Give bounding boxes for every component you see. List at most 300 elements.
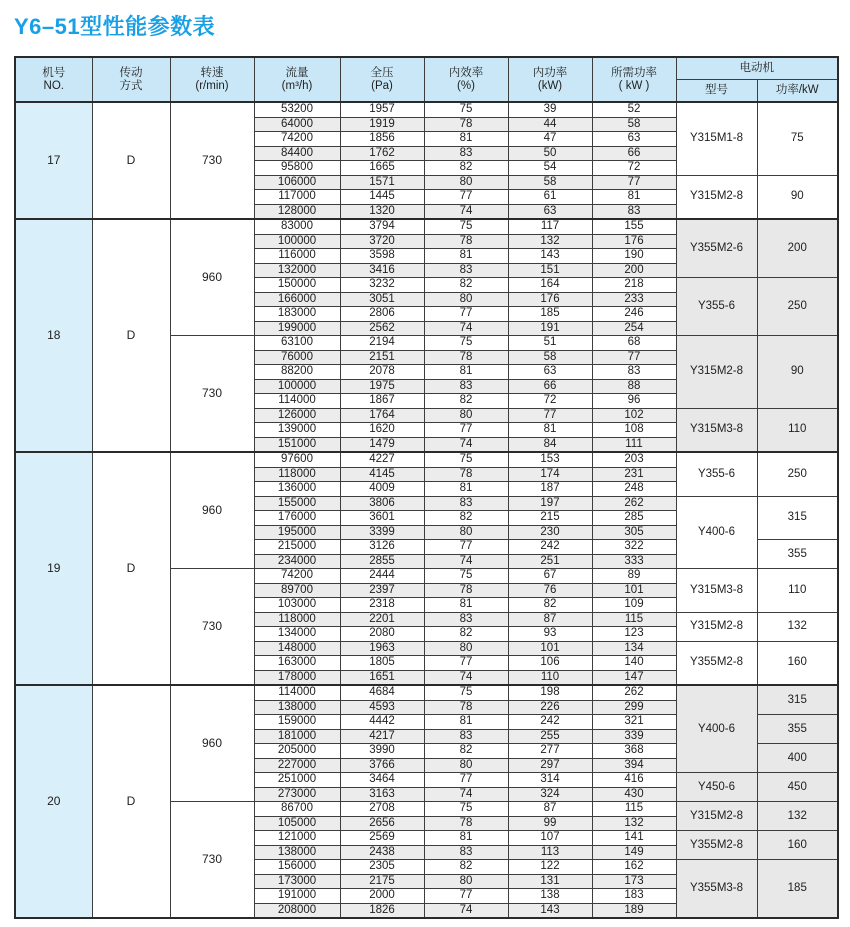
inner-power-cell: 58 <box>508 175 592 190</box>
required-power-cell: 305 <box>592 525 676 540</box>
efficiency-cell: 81 <box>424 132 508 147</box>
flow-cell: 151000 <box>254 437 340 452</box>
inner-power-cell: 242 <box>508 715 592 730</box>
efficiency-cell: 77 <box>424 307 508 322</box>
flow-cell: 156000 <box>254 860 340 875</box>
speed-cell: 730 <box>170 102 254 219</box>
inner-power-cell: 164 <box>508 278 592 293</box>
efficiency-cell: 82 <box>424 627 508 642</box>
motor-model-cell: Y400-6 <box>676 685 757 773</box>
required-power-cell: 203 <box>592 452 676 467</box>
inner-power-cell: 63 <box>508 365 592 380</box>
pressure-cell: 1957 <box>340 102 424 117</box>
required-power-cell: 111 <box>592 437 676 452</box>
inner-power-cell: 122 <box>508 860 592 875</box>
pressure-cell: 2397 <box>340 583 424 598</box>
required-power-cell: 96 <box>592 394 676 409</box>
motor-power-cell: 110 <box>757 408 838 452</box>
inner-power-cell: 198 <box>508 685 592 700</box>
speed-cell: 960 <box>170 452 254 569</box>
flow-cell: 234000 <box>254 554 340 569</box>
flow-cell: 181000 <box>254 729 340 744</box>
drive-mode-cell: D <box>92 219 170 452</box>
pressure-cell: 1651 <box>340 670 424 685</box>
required-power-cell: 147 <box>592 670 676 685</box>
header-motor-model: 型号 <box>676 80 757 103</box>
efficiency-cell: 74 <box>424 903 508 918</box>
motor-power-cell: 450 <box>757 773 838 802</box>
inner-power-cell: 138 <box>508 889 592 904</box>
inner-power-cell: 110 <box>508 670 592 685</box>
motor-model-cell: Y315M2-8 <box>676 175 757 219</box>
inner-power-cell: 297 <box>508 758 592 773</box>
efficiency-cell: 81 <box>424 598 508 613</box>
motor-model-cell: Y355M3-8 <box>676 860 757 919</box>
pressure-cell: 2175 <box>340 874 424 889</box>
inner-power-cell: 93 <box>508 627 592 642</box>
flow-cell: 103000 <box>254 598 340 613</box>
flow-cell: 100000 <box>254 234 340 249</box>
inner-power-cell: 87 <box>508 612 592 627</box>
inner-power-cell: 131 <box>508 874 592 889</box>
motor-model-cell: Y315M2-8 <box>676 612 757 641</box>
inner-power-cell: 51 <box>508 336 592 351</box>
inner-power-cell: 113 <box>508 845 592 860</box>
flow-cell: 64000 <box>254 117 340 132</box>
required-power-cell: 83 <box>592 365 676 380</box>
required-power-cell: 368 <box>592 744 676 759</box>
required-power-cell: 66 <box>592 146 676 161</box>
pressure-cell: 1665 <box>340 161 424 176</box>
efficiency-cell: 81 <box>424 249 508 264</box>
pressure-cell: 2078 <box>340 365 424 380</box>
efficiency-cell: 81 <box>424 715 508 730</box>
flow-cell: 138000 <box>254 700 340 715</box>
required-power-cell: 200 <box>592 263 676 278</box>
efficiency-cell: 78 <box>424 117 508 132</box>
efficiency-cell: 83 <box>424 263 508 278</box>
header-inner-power-line2: (kW) <box>537 79 563 92</box>
motor-model-cell: Y315M2-8 <box>676 336 757 409</box>
pressure-cell: 1805 <box>340 656 424 671</box>
inner-power-cell: 54 <box>508 161 592 176</box>
efficiency-cell: 83 <box>424 496 508 511</box>
required-power-cell: 339 <box>592 729 676 744</box>
efficiency-cell: 74 <box>424 787 508 802</box>
pressure-cell: 2708 <box>340 802 424 817</box>
flow-cell: 117000 <box>254 190 340 205</box>
pressure-cell: 3416 <box>340 263 424 278</box>
motor-model-cell: Y355M2-6 <box>676 219 757 278</box>
pressure-cell: 2000 <box>340 889 424 904</box>
header-drive <box>92 57 170 102</box>
required-power-cell: 140 <box>592 656 676 671</box>
inner-power-cell: 185 <box>508 307 592 322</box>
flow-cell: 159000 <box>254 715 340 730</box>
required-power-cell: 52 <box>592 102 676 117</box>
flow-cell: 53200 <box>254 102 340 117</box>
motor-model-cell: Y400-6 <box>676 496 757 569</box>
inner-power-cell: 324 <box>508 787 592 802</box>
flow-cell: 134000 <box>254 627 340 642</box>
efficiency-cell: 78 <box>424 350 508 365</box>
inner-power-cell: 230 <box>508 525 592 540</box>
pressure-cell: 3126 <box>340 540 424 555</box>
flow-cell: 97600 <box>254 452 340 467</box>
required-power-cell: 189 <box>592 903 676 918</box>
efficiency-cell: 78 <box>424 700 508 715</box>
pressure-cell: 3766 <box>340 758 424 773</box>
flow-cell: 199000 <box>254 321 340 336</box>
flow-cell: 195000 <box>254 525 340 540</box>
flow-cell: 88200 <box>254 365 340 380</box>
motor-power-cell: 110 <box>757 569 838 613</box>
header-speed-line2: (r/min) <box>195 79 229 92</box>
pressure-cell: 1764 <box>340 408 424 423</box>
pressure-cell: 1867 <box>340 394 424 409</box>
speed-cell: 960 <box>170 685 254 802</box>
inner-power-cell: 151 <box>508 263 592 278</box>
inner-power-cell: 84 <box>508 437 592 452</box>
required-power-cell: 109 <box>592 598 676 613</box>
required-power-cell: 262 <box>592 496 676 511</box>
efficiency-cell: 80 <box>424 175 508 190</box>
required-power-cell: 132 <box>592 816 676 831</box>
efficiency-cell: 80 <box>424 758 508 773</box>
flow-cell: 128000 <box>254 204 340 219</box>
flow-cell: 121000 <box>254 831 340 846</box>
flow-cell: 178000 <box>254 670 340 685</box>
required-power-cell: 299 <box>592 700 676 715</box>
header-required-power <box>592 57 676 102</box>
flow-cell: 106000 <box>254 175 340 190</box>
motor-model-cell: Y315M1-8 <box>676 102 757 175</box>
efficiency-cell: 74 <box>424 437 508 452</box>
required-power-cell: 416 <box>592 773 676 788</box>
flow-cell: 173000 <box>254 874 340 889</box>
header-row-main <box>15 57 838 80</box>
efficiency-cell: 81 <box>424 482 508 497</box>
pressure-cell: 1826 <box>340 903 424 918</box>
required-power-cell: 83 <box>592 204 676 219</box>
header-speed-line1: 转速 <box>200 66 224 79</box>
efficiency-cell: 77 <box>424 656 508 671</box>
required-power-cell: 246 <box>592 307 676 322</box>
flow-cell: 138000 <box>254 845 340 860</box>
required-power-cell: 123 <box>592 627 676 642</box>
efficiency-cell: 77 <box>424 423 508 438</box>
pressure-cell: 3051 <box>340 292 424 307</box>
header-drive-line1: 传动 <box>119 66 143 79</box>
motor-power-cell: 400 <box>757 744 838 773</box>
required-power-cell: 254 <box>592 321 676 336</box>
efficiency-cell: 82 <box>424 278 508 293</box>
inner-power-cell: 72 <box>508 394 592 409</box>
motor-power-cell: 160 <box>757 831 838 860</box>
pressure-cell: 3601 <box>340 511 424 526</box>
efficiency-cell: 75 <box>424 219 508 234</box>
header-pressure <box>340 57 424 102</box>
efficiency-cell: 82 <box>424 161 508 176</box>
efficiency-cell: 80 <box>424 292 508 307</box>
inner-power-cell: 187 <box>508 482 592 497</box>
machine-no-cell: 19 <box>15 452 92 685</box>
pressure-cell: 1620 <box>340 423 424 438</box>
required-power-cell: 248 <box>592 482 676 497</box>
required-power-cell: 77 <box>592 175 676 190</box>
header-no-line1: 机号 <box>42 66 66 79</box>
header-speed <box>170 57 254 102</box>
efficiency-cell: 81 <box>424 365 508 380</box>
header-pressure-line1: 全压 <box>370 66 394 79</box>
inner-power-cell: 215 <box>508 511 592 526</box>
efficiency-cell: 82 <box>424 394 508 409</box>
required-power-cell: 81 <box>592 190 676 205</box>
motor-model-cell: Y315M3-8 <box>676 569 757 613</box>
efficiency-cell: 82 <box>424 860 508 875</box>
machine-no-cell: 18 <box>15 219 92 452</box>
pressure-cell: 4593 <box>340 700 424 715</box>
required-power-cell: 77 <box>592 350 676 365</box>
header-drive-line2: 方式 <box>119 79 143 92</box>
pressure-cell: 3232 <box>340 278 424 293</box>
required-power-cell: 285 <box>592 511 676 526</box>
pressure-cell: 1445 <box>340 190 424 205</box>
required-power-cell: 108 <box>592 423 676 438</box>
pressure-cell: 2806 <box>340 307 424 322</box>
flow-cell: 63100 <box>254 336 340 351</box>
required-power-cell: 115 <box>592 612 676 627</box>
inner-power-cell: 143 <box>508 249 592 264</box>
pressure-cell: 1975 <box>340 379 424 394</box>
efficiency-cell: 78 <box>424 583 508 598</box>
required-power-cell: 141 <box>592 831 676 846</box>
speed-cell: 730 <box>170 802 254 919</box>
motor-power-cell: 132 <box>757 802 838 831</box>
pressure-cell: 3464 <box>340 773 424 788</box>
speed-cell: 730 <box>170 336 254 453</box>
required-power-cell: 233 <box>592 292 676 307</box>
inner-power-cell: 101 <box>508 641 592 656</box>
motor-power-cell: 75 <box>757 102 838 175</box>
header-motor-power: 功率/kW <box>757 80 838 103</box>
pressure-cell: 1963 <box>340 641 424 656</box>
pressure-cell: 4217 <box>340 729 424 744</box>
inner-power-cell: 76 <box>508 583 592 598</box>
efficiency-cell: 82 <box>424 511 508 526</box>
pressure-cell: 1571 <box>340 175 424 190</box>
efficiency-cell: 77 <box>424 190 508 205</box>
inner-power-cell: 176 <box>508 292 592 307</box>
pressure-cell: 4009 <box>340 482 424 497</box>
required-power-cell: 115 <box>592 802 676 817</box>
pressure-cell: 1919 <box>340 117 424 132</box>
pressure-cell: 3399 <box>340 525 424 540</box>
header-required-power-line2: ( kW ) <box>618 79 650 92</box>
flow-cell: 100000 <box>254 379 340 394</box>
table-row <box>15 102 838 117</box>
pressure-cell: 3794 <box>340 219 424 234</box>
required-power-cell: 321 <box>592 715 676 730</box>
required-power-cell: 149 <box>592 845 676 860</box>
inner-power-cell: 132 <box>508 234 592 249</box>
inner-power-cell: 50 <box>508 146 592 161</box>
required-power-cell: 430 <box>592 787 676 802</box>
header-no-line2: NO. <box>43 79 64 92</box>
efficiency-cell: 83 <box>424 729 508 744</box>
machine-no-cell: 17 <box>15 102 92 219</box>
header-pressure-line2: (Pa) <box>371 79 393 92</box>
efficiency-cell: 75 <box>424 452 508 467</box>
inner-power-cell: 174 <box>508 467 592 482</box>
flow-cell: 83000 <box>254 219 340 234</box>
motor-power-cell: 200 <box>757 219 838 278</box>
pressure-cell: 1320 <box>340 204 424 219</box>
efficiency-cell: 80 <box>424 641 508 656</box>
flow-cell: 251000 <box>254 773 340 788</box>
pressure-cell: 2151 <box>340 350 424 365</box>
required-power-cell: 333 <box>592 554 676 569</box>
pressure-cell: 2444 <box>340 569 424 584</box>
pressure-cell: 3720 <box>340 234 424 249</box>
motor-model-cell: Y355-6 <box>676 452 757 496</box>
pressure-cell: 3990 <box>340 744 424 759</box>
flow-cell: 118000 <box>254 467 340 482</box>
inner-power-cell: 251 <box>508 554 592 569</box>
efficiency-cell: 75 <box>424 802 508 817</box>
inner-power-cell: 191 <box>508 321 592 336</box>
motor-power-cell: 185 <box>757 860 838 919</box>
machine-no-cell: 20 <box>15 685 92 918</box>
required-power-cell: 394 <box>592 758 676 773</box>
inner-power-cell: 87 <box>508 802 592 817</box>
flow-cell: 118000 <box>254 612 340 627</box>
motor-model-cell: Y355-6 <box>676 278 757 336</box>
inner-power-cell: 197 <box>508 496 592 511</box>
inner-power-cell: 99 <box>508 816 592 831</box>
efficiency-cell: 74 <box>424 554 508 569</box>
flow-cell: 116000 <box>254 249 340 264</box>
header-motor-group: 电动机 <box>676 57 838 80</box>
inner-power-cell: 63 <box>508 204 592 219</box>
motor-power-cell: 315 <box>757 496 838 540</box>
inner-power-cell: 143 <box>508 903 592 918</box>
inner-power-cell: 47 <box>508 132 592 147</box>
motor-power-cell: 90 <box>757 336 838 409</box>
drive-mode-cell: D <box>92 685 170 918</box>
required-power-cell: 89 <box>592 569 676 584</box>
required-power-cell: 101 <box>592 583 676 598</box>
drive-mode-cell: D <box>92 452 170 685</box>
motor-power-cell: 355 <box>757 715 838 744</box>
pressure-cell: 4145 <box>340 467 424 482</box>
header-efficiency-line2: (%) <box>457 79 475 92</box>
flow-cell: 183000 <box>254 307 340 322</box>
flow-cell: 126000 <box>254 408 340 423</box>
header-efficiency <box>424 57 508 102</box>
required-power-cell: 176 <box>592 234 676 249</box>
flow-cell: 114000 <box>254 685 340 700</box>
header-flow-line2: (m³/h) <box>281 79 313 92</box>
inner-power-cell: 61 <box>508 190 592 205</box>
pressure-cell: 2201 <box>340 612 424 627</box>
efficiency-cell: 74 <box>424 204 508 219</box>
inner-power-cell: 107 <box>508 831 592 846</box>
efficiency-cell: 83 <box>424 379 508 394</box>
flow-cell: 139000 <box>254 423 340 438</box>
pressure-cell: 1856 <box>340 132 424 147</box>
required-power-cell: 72 <box>592 161 676 176</box>
motor-power-cell: 355 <box>757 540 838 569</box>
required-power-cell: 183 <box>592 889 676 904</box>
flow-cell: 86700 <box>254 802 340 817</box>
inner-power-cell: 314 <box>508 773 592 788</box>
efficiency-cell: 83 <box>424 612 508 627</box>
motor-power-cell: 250 <box>757 278 838 336</box>
performance-table <box>14 56 839 919</box>
inner-power-cell: 77 <box>508 408 592 423</box>
efficiency-cell: 77 <box>424 773 508 788</box>
flow-cell: 208000 <box>254 903 340 918</box>
motor-model-cell: Y450-6 <box>676 773 757 802</box>
flow-cell: 273000 <box>254 787 340 802</box>
flow-cell: 89700 <box>254 583 340 598</box>
flow-cell: 155000 <box>254 496 340 511</box>
flow-cell: 215000 <box>254 540 340 555</box>
required-power-cell: 262 <box>592 685 676 700</box>
speed-cell: 960 <box>170 219 254 336</box>
pressure-cell: 4442 <box>340 715 424 730</box>
inner-power-cell: 58 <box>508 350 592 365</box>
table-row <box>15 219 838 234</box>
efficiency-cell: 80 <box>424 874 508 889</box>
efficiency-cell: 80 <box>424 408 508 423</box>
drive-mode-cell: D <box>92 102 170 219</box>
flow-cell: 227000 <box>254 758 340 773</box>
flow-cell: 95800 <box>254 161 340 176</box>
motor-model-cell: Y315M3-8 <box>676 408 757 452</box>
pressure-cell: 2318 <box>340 598 424 613</box>
header-no <box>15 57 92 102</box>
flow-cell: 114000 <box>254 394 340 409</box>
efficiency-cell: 78 <box>424 234 508 249</box>
efficiency-cell: 75 <box>424 685 508 700</box>
motor-model-cell: Y355M2-8 <box>676 831 757 860</box>
inner-power-cell: 81 <box>508 423 592 438</box>
motor-power-cell: 315 <box>757 685 838 715</box>
pressure-cell: 2569 <box>340 831 424 846</box>
table-row <box>15 685 838 700</box>
flow-cell: 176000 <box>254 511 340 526</box>
pressure-cell: 1762 <box>340 146 424 161</box>
inner-power-cell: 82 <box>508 598 592 613</box>
header-flow <box>254 57 340 102</box>
pressure-cell: 2194 <box>340 336 424 351</box>
pressure-cell: 2305 <box>340 860 424 875</box>
efficiency-cell: 81 <box>424 831 508 846</box>
required-power-cell: 134 <box>592 641 676 656</box>
flow-cell: 163000 <box>254 656 340 671</box>
efficiency-cell: 77 <box>424 889 508 904</box>
efficiency-cell: 83 <box>424 845 508 860</box>
motor-power-cell: 160 <box>757 641 838 685</box>
header-inner-power <box>508 57 592 102</box>
efficiency-cell: 83 <box>424 146 508 161</box>
required-power-cell: 190 <box>592 249 676 264</box>
efficiency-cell: 82 <box>424 744 508 759</box>
efficiency-cell: 74 <box>424 670 508 685</box>
motor-model-cell: Y355M2-8 <box>676 641 757 685</box>
